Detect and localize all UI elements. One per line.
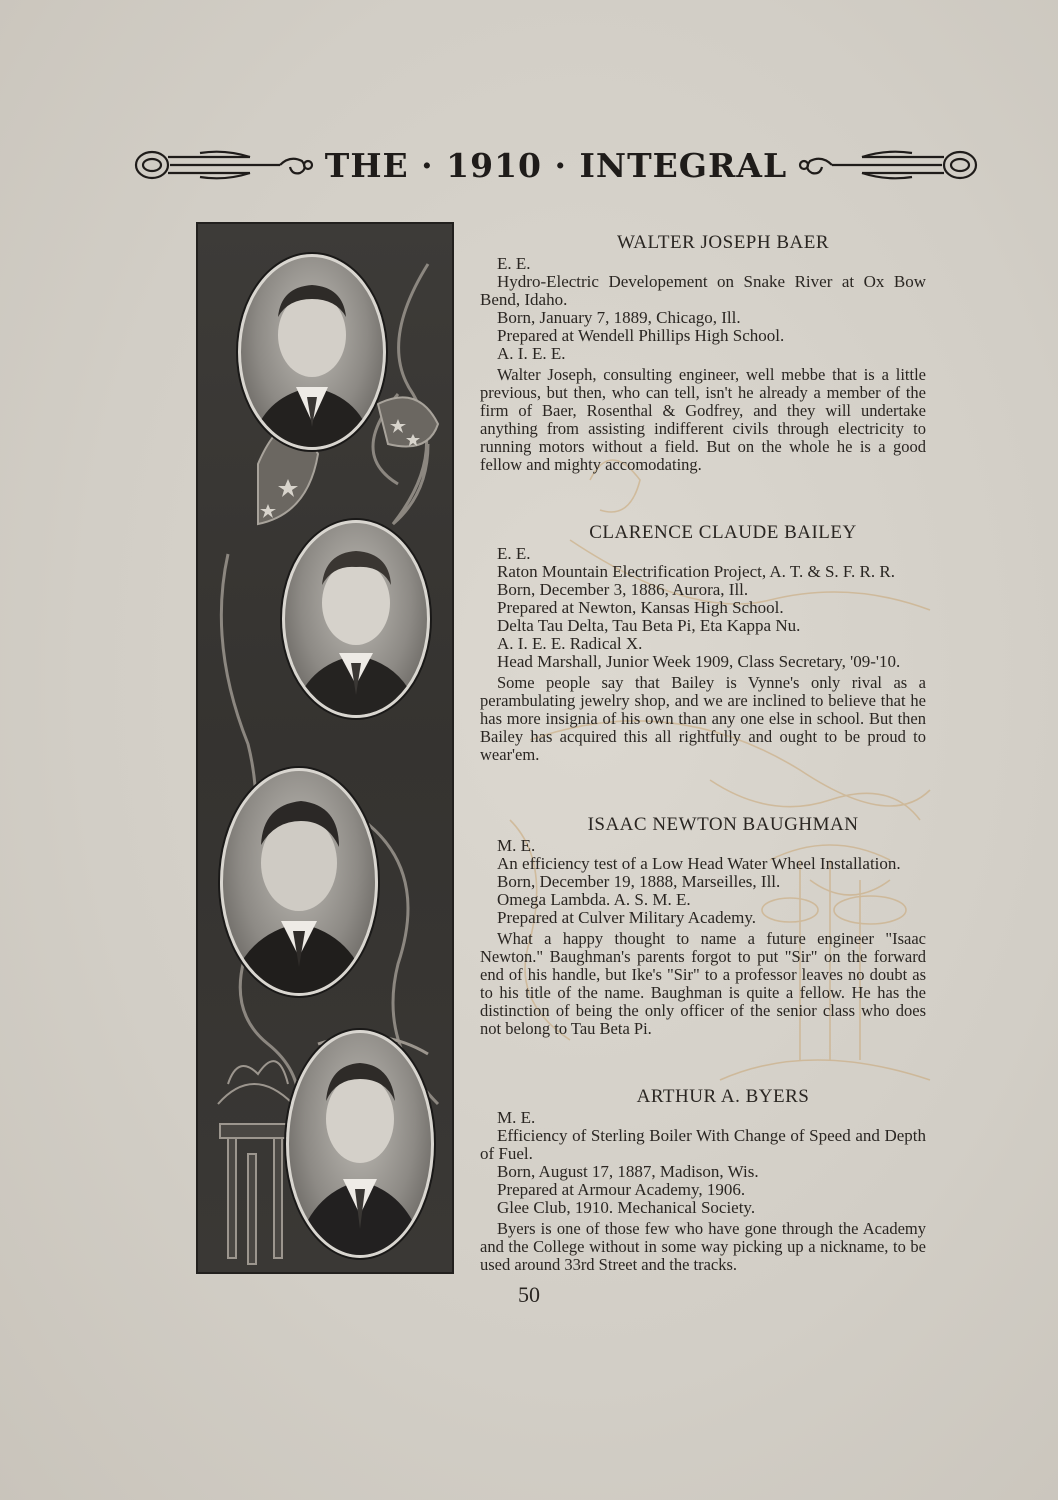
biography-text: Walter Joseph, consulting engineer, well mebbe that is a little previous, but then, who can tell, isn't he already a member of the firm of Baer, Rosenthal & Godfrey, and they will undertake anything from assisting indifferent civils through electricity to running motors without a field. But on the whole he is a good fellow and mighty accomodating.	[480, 365, 926, 474]
detail-line: Raton Mountain Electrification Project, A. T. & S. F. R. R.	[497, 562, 895, 581]
detail-line: Prepared at Culver Military Academy.	[497, 908, 757, 927]
thesis: Efficiency of Sterling Boiler With Change of Speed and Depth of Fuel.	[480, 1126, 926, 1163]
biography-text: What a happy thought to name a future engineer "Isaac Newton." Baughman's parents forgot to put "Sir" on the forward end of his handle, but Ike's "Sir" to a professor leaves no doubt as to his title of the name. Baughman is quite a fellow. He has the distinction of being the only officer of the senior class who does not belong to Tau Beta Pi.	[480, 929, 926, 1038]
page-number: 50	[518, 1282, 540, 1307]
scroll-ornament-icon	[130, 145, 315, 185]
entry-baughman	[480, 816, 926, 1038]
detail-line: Head Marshall, Junior Week 1909, Class Secretary, '09-'10.	[497, 652, 901, 671]
detail-line: Prepared at Armour Academy, 1906.	[497, 1180, 746, 1199]
detail-line: Born, August 17, 1887, Madison, Wis.	[497, 1162, 759, 1181]
entry-baer	[480, 234, 926, 474]
thesis: Hydro-Electric Developement on Snake River at Ox Bow Bend, Idaho.	[480, 272, 926, 309]
detail-line: Prepared at Wendell Phillips High School.	[497, 326, 785, 345]
person-name: WALTER JOSEPH BAER	[616, 232, 830, 253]
page-header	[185, 140, 927, 190]
degree: M. E.	[497, 836, 536, 855]
detail-line: Born, December 19, 1888, Marseilles, Ill.	[497, 872, 781, 891]
portrait-baughman	[220, 768, 378, 996]
detail-line: A. I. E. E. Radical X.	[497, 634, 643, 653]
scroll-ornament-icon	[797, 145, 982, 185]
person-name: ARTHUR A. BYERS	[636, 1086, 810, 1107]
biography-text: Byers is one of those few who have gone through the Academy and the College without in some way picking up a nickname, to be used around 33rd Street and the tracks.	[480, 1219, 926, 1274]
portrait-bailey	[282, 520, 430, 718]
detail-line: Glee Club, 1910. Mechanical Society.	[497, 1198, 756, 1217]
biography-text: Some people say that Bailey is Vynne's only rival as a perambulating jewelry shop, and we are inclined to believe that he has more insignia of his own than any one else in school. But then Bailey has acquired this all rightfully and ought to be proud to wear'em.	[480, 673, 926, 764]
page-title: THE · 1910 · INTEGRAL	[324, 145, 788, 185]
detail-line: Born, December 3, 1886, Aurora, Ill.	[497, 580, 749, 599]
detail-line: An efficiency test of a Low Head Water Wheel Installation.	[497, 854, 901, 873]
degree: M. E.	[497, 1108, 536, 1127]
portrait-byers	[286, 1030, 434, 1258]
person-name: CLARENCE CLAUDE BAILEY	[589, 522, 857, 543]
portrait-column	[196, 222, 454, 1274]
person-name: ISAAC NEWTON BAUGHMAN	[587, 814, 859, 835]
portrait-baer	[238, 254, 386, 450]
entry-byers	[480, 1088, 926, 1274]
detail-line: Delta Tau Delta, Tau Beta Pi, Eta Kappa Nu.	[497, 616, 801, 635]
detail-line: Born, January 7, 1889, Chicago, Ill.	[497, 308, 741, 327]
detail-line: Prepared at Newton, Kansas High School.	[497, 598, 784, 617]
degree: E. E.	[497, 254, 531, 273]
entry-bailey	[480, 524, 926, 764]
detail-line: A. I. E. E.	[497, 344, 566, 363]
degree: E. E.	[497, 544, 531, 563]
detail-line: Omega Lambda. A. S. M. E.	[497, 890, 691, 909]
